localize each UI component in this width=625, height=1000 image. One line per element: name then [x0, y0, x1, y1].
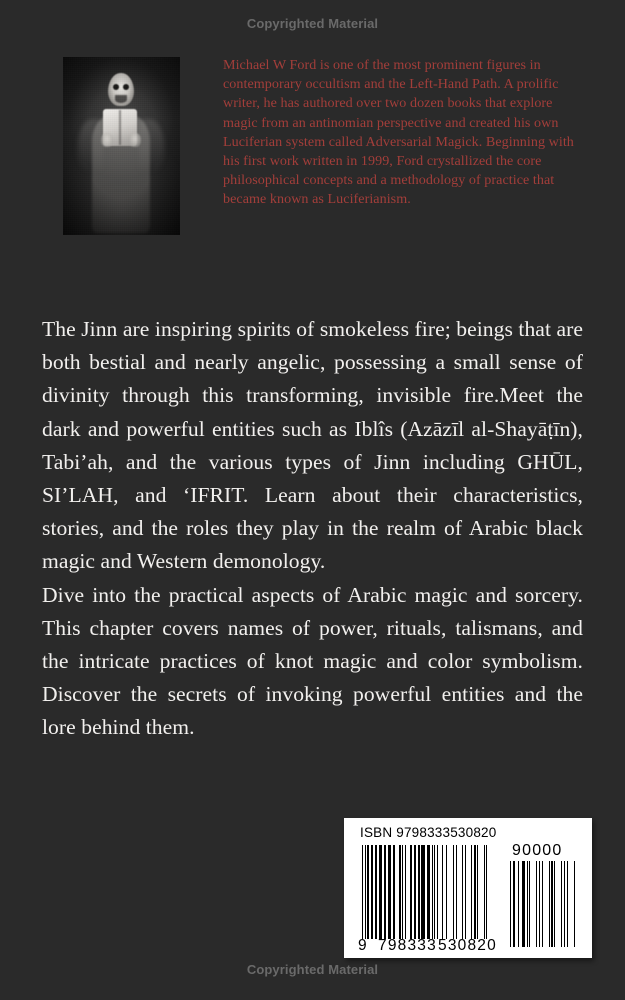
barcode-bar: [456, 845, 457, 939]
barcode-bar: [388, 845, 392, 939]
isbn-label: ISBN 9798333530820: [360, 825, 497, 840]
barcode-bar: [554, 861, 555, 947]
barcode-bar: [551, 861, 552, 947]
barcode-bar: [536, 861, 537, 947]
barcode-bar: [539, 861, 540, 947]
author-section: [0, 56, 625, 246]
barcode-bar: [529, 861, 530, 947]
barcode-supplement-label: 90000: [512, 842, 563, 859]
barcode-bar: [432, 845, 433, 939]
barcode-bar: [462, 845, 463, 939]
barcode-bar: [486, 845, 487, 939]
description-paragraph-1: The Jinn are inspiring spirits of smokeless fire; beings that are both bestial and nearly angelic, possessing a small sense of divinity through this transforming, invisible fire.Meet the dark and powerful entities such as Iblîs (Azāzīl al-Shayāṭīn), Tabi’ah, and the various types of Jinn including GHŪL, SI’LAH, and ‘IFRIT. Learn about their characteristics, stories, and the roles they play in the realm of Arabic black magic and Western demonology.: [42, 317, 583, 574]
barcode-bar: [513, 861, 516, 947]
barcode-bar: [567, 861, 568, 947]
barcode-bar: [365, 845, 366, 939]
barcode-bar: [453, 845, 454, 939]
barcode-bar: [522, 861, 525, 947]
copyrighted-material-watermark-top: Copyrighted Material: [246, 16, 379, 31]
barcode-bar: [393, 845, 395, 939]
barcode-digits-left: 798333: [378, 937, 437, 954]
barcode-bar: [542, 861, 543, 947]
barcode-bar: [465, 845, 466, 939]
barcode-bar: [564, 861, 565, 947]
barcode-bar: [371, 845, 373, 939]
barcode-bar: [402, 845, 403, 939]
barcode-digits-right: 530820: [438, 937, 497, 954]
barcode-bar: [427, 845, 431, 939]
barcode-bar: [379, 845, 383, 939]
barcode-bar: [574, 861, 575, 947]
barcode-bar: [434, 845, 435, 939]
barcode-bar: [561, 861, 562, 947]
barcode-bar: [474, 845, 475, 939]
barcode-bar: [375, 845, 377, 939]
barcode-bar: [367, 845, 369, 939]
barcode-bar: [484, 845, 485, 939]
book-description: [42, 313, 583, 745]
barcode-bar: [527, 861, 528, 947]
barcode-bar: [362, 845, 363, 939]
barcode-bar: [446, 845, 447, 939]
barcode-bar: [414, 845, 416, 939]
barcode-bar: [410, 845, 412, 939]
barcode-bar: [418, 845, 420, 939]
barcode-bar: [442, 845, 443, 939]
barcode-panel: [344, 818, 592, 958]
barcode-main-bars: [362, 845, 490, 939]
barcode-digit-lead: 9: [358, 937, 367, 954]
author-biography-text: Michael W Ford is one of the most prominent figures in contemporary occultism and the Left-Hand Path. A prolific writer, he has authored over two dozen books that explore magic from an antinomian perspective and created his own Luciferian system called Adversarial Magick. Beginning with his first work written in 1999, Ford crystallized the core philosophical concepts and a methodology of practice that became known as Luciferianism.: [223, 57, 574, 208]
barcode-bar: [549, 861, 550, 947]
barcode-bar: [437, 845, 438, 939]
barcode-bar: [510, 861, 511, 947]
photo-vignette-overlay: [63, 57, 180, 235]
barcode-bar: [471, 845, 472, 939]
barcode-bar: [384, 845, 386, 939]
description-paragraph-2: Dive into the practical aspects of Arabic magic and sorcery. This chapter covers names of power, rituals, talismans, and the intricate practices of knot magic and color symbolism. Discover the secrets of invoking powerful entities and the lore behind them.: [42, 582, 583, 740]
copyrighted-material-watermark-bottom: Copyrighted Material: [246, 962, 379, 977]
barcode-supplement-bars: [510, 861, 575, 947]
barcode-bar: [405, 845, 406, 939]
barcode-bar: [477, 845, 478, 939]
author-photo: [63, 57, 180, 235]
barcode-bar: [399, 845, 400, 939]
barcode-bar: [421, 845, 425, 939]
barcode-bar: [518, 861, 519, 947]
